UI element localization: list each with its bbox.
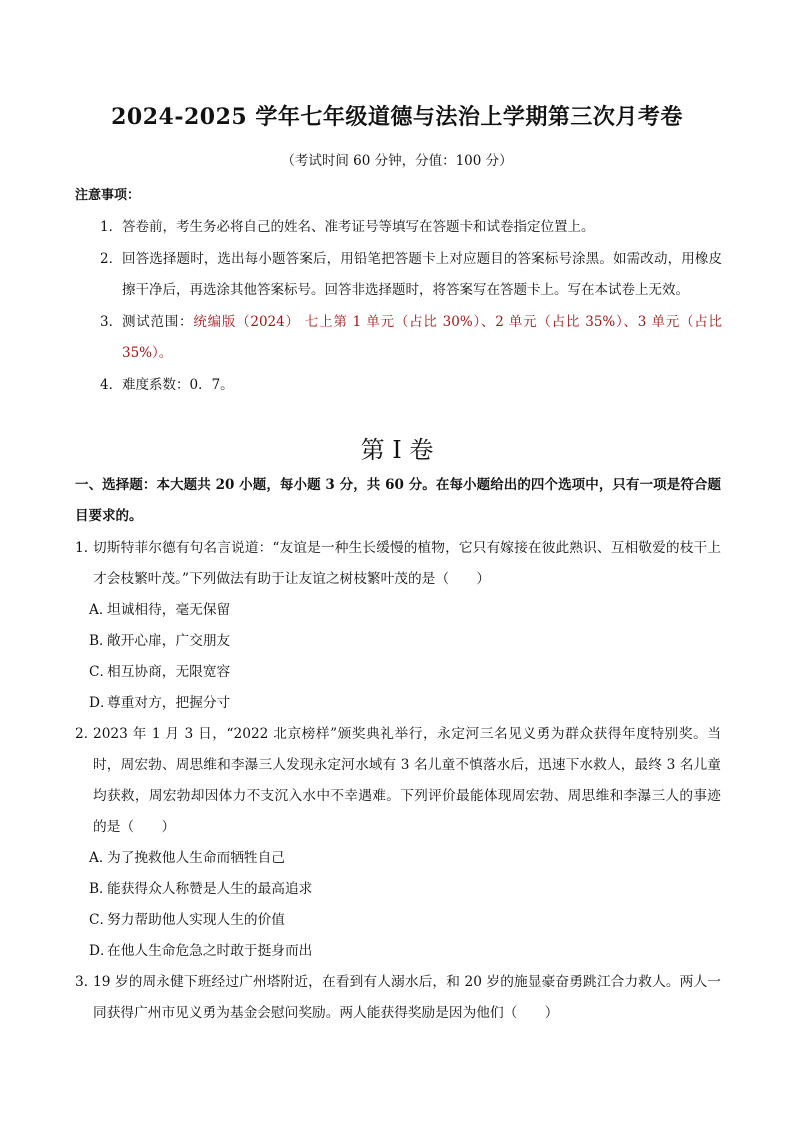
notice-item: [100, 212, 722, 244]
option-d: [75, 688, 721, 719]
question-2: [75, 719, 721, 843]
notice-number: 2．: [100, 250, 123, 267]
option-d: [75, 936, 721, 967]
test-scope-text: 统编版（2024） 七上第 1 单元（占比 30%）、2 单元（占比 35%）、3 单元（占比 35%）。: [122, 313, 722, 361]
option-text: 为了挽救他人生命而牺牲自己: [107, 850, 285, 866]
option-letter: C．: [89, 664, 114, 680]
notice-label: 注意事项：: [75, 188, 141, 203]
option-text: 敞开心扉，广交朋友: [107, 633, 231, 649]
option-text: 尊重对方，把握分寸: [107, 695, 231, 711]
question-stem: 2023 年 1 月 3 日，“2022 北京榜样”颁奖典礼举行，永定河三名见义勇为群众获得年度特别奖。当时，周宏勃、周思维和李瀑三人发现永定河水域有 3 名儿童不慎落水后，迅速下水救人，最终 3 名儿童均获救，周宏勃却因体力不支沉入水中不幸遇难。下列评价最能体现周宏勃、周思维和李瀑三人的事迹的是（ ）: [93, 726, 721, 835]
option-letter: B．: [89, 633, 113, 649]
option-text: 努力帮助他人实现人生的价值: [107, 912, 285, 928]
notice-item: [100, 307, 722, 370]
question-1: [75, 533, 721, 595]
option-b: [75, 874, 721, 905]
notice-text-wrapper: [100, 307, 722, 370]
option-letter: A．: [89, 850, 113, 866]
option-a: [75, 595, 721, 626]
option-text: 在他人生命危急之时敢于挺身而出: [107, 943, 313, 959]
question-list: [75, 533, 721, 1029]
notice-number: 3．: [100, 313, 123, 330]
exam-info: （考试时间 60 分钟，分值：100 分）: [281, 153, 513, 169]
option-b: [75, 626, 721, 657]
option-letter: C．: [89, 912, 114, 928]
option-letter: A．: [89, 602, 113, 618]
option-letter: B．: [89, 881, 113, 897]
section-instructions: 一、选择题：本大题共 20 小题，每小题 3 分，共 60 分。在每小题给出的四个选项中，只有一项是符合题目要求的。: [75, 477, 721, 524]
test-scope-label: 测试范围：: [122, 313, 194, 330]
question-number: 3．: [75, 974, 98, 990]
question-stem: 切斯特菲尔德有句名言说道：“友谊是一种生长缓慢的植物，它只有嫁接在彼此熟识、互相敬爱的枝干上才会枝繁叶茂。”下列做法有助于让友谊之树枝繁叶茂的是（ ）: [93, 540, 721, 587]
option-c: [75, 905, 721, 936]
notice-item: [100, 244, 722, 307]
question-3: [75, 967, 721, 1029]
notice-text: 回答选择题时，选出每小题答案后，用铅笔把答题卡上对应题目的答案标号涂黑。如需改动，用橡皮擦干净后，再选涂其他答案标号。回答非选择题时，将答案写在答题卡上。写在本试卷上无效。: [122, 250, 722, 298]
page-title: 2024-2025 学年七年级道德与法治上学期第三次月考卷: [111, 104, 683, 130]
notice-item: [100, 370, 722, 402]
option-text: 能获得众人称赞是人生的最高追求: [107, 881, 313, 897]
option-letter: D．: [89, 695, 114, 711]
notice-number: 1．: [100, 219, 123, 235]
section-title: 第 I 卷: [360, 436, 434, 464]
option-a: [75, 843, 721, 874]
option-text: 坦诚相待，毫无保留: [107, 602, 231, 618]
notice-number: 4．: [100, 376, 123, 393]
question-number: 2．: [75, 726, 98, 742]
option-text: 相互协商，无限宽容: [107, 664, 231, 680]
question-number: 1．: [75, 540, 98, 556]
option-c: [75, 657, 721, 688]
notice-text: 答卷前，考生务必将自己的姓名、准考证号等填写在答题卡和试卷指定位置上。: [122, 219, 595, 235]
option-letter: D．: [89, 943, 114, 959]
notice-text: 难度系数：0．7。: [122, 376, 234, 393]
question-stem: 19 岁的周永健下班经过广州塔附近，在看到有人溺水后，和 20 岁的施显豪奋勇跳江合力救人。两人一同获得广州市见义勇为基金会慰问奖励。两人能获得奖励是因为他们（ ）: [93, 974, 721, 1021]
notice-list: [100, 212, 722, 401]
